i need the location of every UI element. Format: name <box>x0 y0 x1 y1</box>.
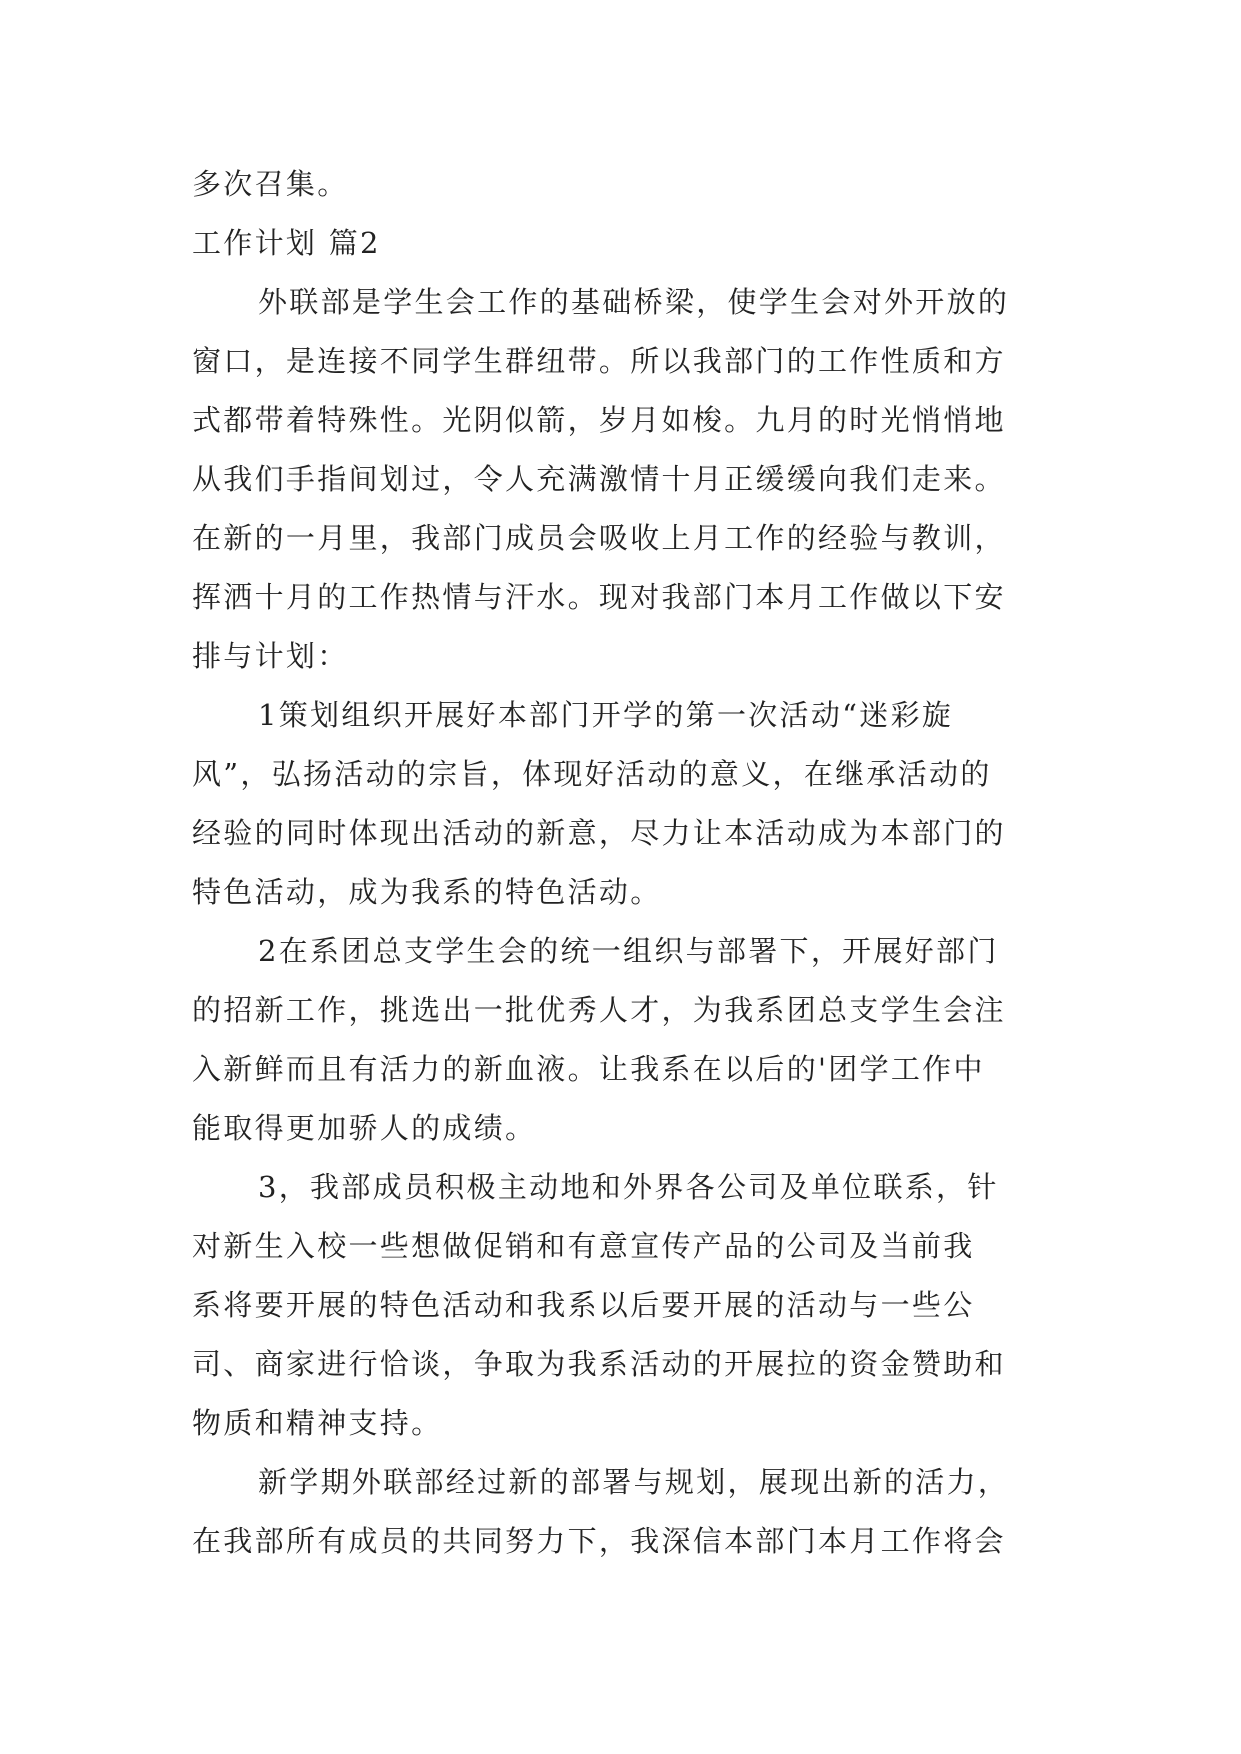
text-line: 从我们手指间划过，令人充满激情十月正缓缓向我们走来。 <box>192 462 1006 496</box>
text-line: 特色活动，成为我系的特色活动。 <box>192 875 662 909</box>
text-line: 在我部所有成员的共同努力下，我深信本部门本月工作将会 <box>192 1524 1006 1558</box>
text-line: 排与计划： <box>192 639 349 673</box>
text-line: 的招新工作，挑选出一批优秀人才，为我系团总支学生会注 <box>192 993 1006 1027</box>
text-line: 外联部是学生会工作的基础桥梁，使学生会对外开放的 <box>258 285 1010 319</box>
text-line: 物质和精神支持。 <box>192 1406 443 1440</box>
text-line: 系将要开展的特色活动和我系以后要开展的活动与一些公 <box>192 1288 975 1322</box>
text-line: 司、商家进行恰谈，争取为我系活动的开展拉的资金赞助和 <box>192 1347 1006 1381</box>
text-line: 窗口，是连接不同学生群纽带。所以我部门的工作性质和方 <box>192 344 1006 378</box>
text-line: 1策划组织开展好本部门开学的第一次活动“迷彩旋 <box>258 698 954 732</box>
document-body <box>192 155 1072 1571</box>
text-line: 多次召集。 <box>192 167 349 201</box>
text-line: 新学期外联部经过新的部署与规划，展现出新的活力， <box>258 1465 1010 1499</box>
text-line: 对新生入校一些想做促销和有意宣传产品的公司及当前我 <box>192 1229 975 1263</box>
text-line: 在新的一月里，我部门成员会吸收上月工作的经验与教训， <box>192 521 1006 555</box>
section-heading: 工作计划 篇2 <box>192 226 381 260</box>
text-line: 3，我部成员积极主动地和外界各公司及单位联系，针 <box>258 1170 999 1204</box>
text-line: 风”，弘扬活动的宗旨，体现好活动的意义，在继承活动的 <box>192 757 992 791</box>
text-line: 入新鲜而且有活力的新血液。让我系在以后的'团学工作中 <box>192 1052 985 1086</box>
text-line: 式都带着特殊性。光阴似箭，岁月如梭。九月的时光悄悄地 <box>192 403 1006 437</box>
text-line: 能取得更加骄人的成绩。 <box>192 1111 537 1145</box>
text-line: 经验的同时体现出活动的新意，尽力让本活动成为本部门的 <box>192 816 1006 850</box>
text-line: 挥洒十月的工作热情与汗水。现对我部门本月工作做以下安 <box>192 580 1006 614</box>
text-line: 2在系团总支学生会的统一组织与部署下，开展好部门 <box>258 934 999 968</box>
